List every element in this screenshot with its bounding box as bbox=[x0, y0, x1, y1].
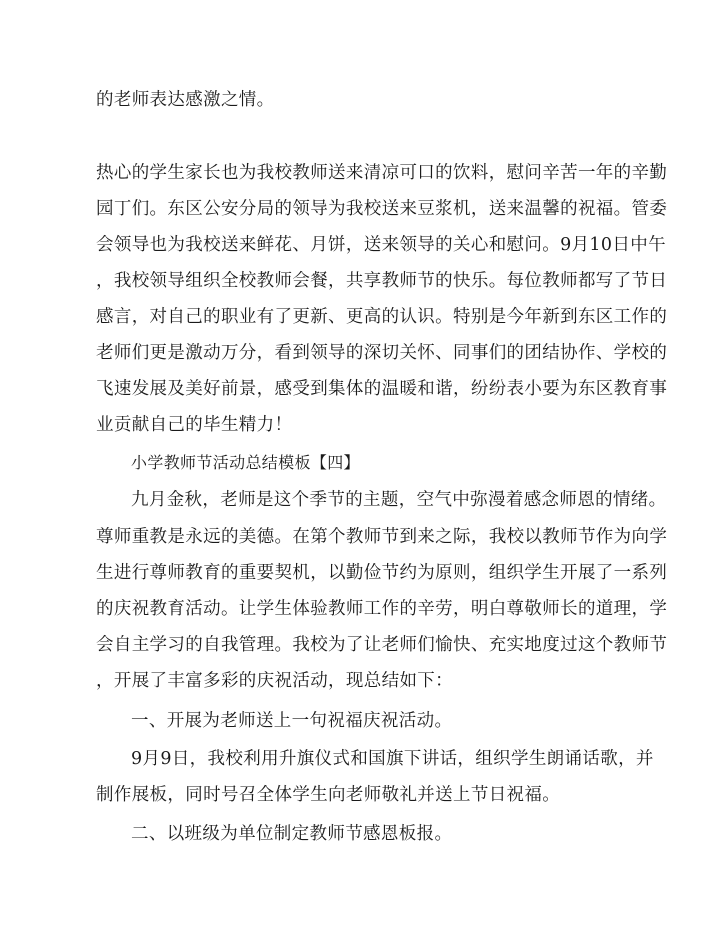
text-line: 生进行尊师教育的重要契机，以勤俭节约为原则，组织学生开展了一系列 bbox=[96, 563, 668, 583]
text-line: 感言，对自己的职业有了更新、更高的认识。特别是今年新到东区工作的 bbox=[96, 307, 668, 327]
text-line: 业贡献自己的毕生精力！ bbox=[96, 415, 293, 435]
text-line: 的老师表达感激之情。 bbox=[96, 90, 275, 110]
text-line: 9月9日，我校利用升旗仪式和国旗下讲话，组织学生朗诵话歌，并 bbox=[131, 749, 654, 769]
text-line: 热心的学生家长也为我校教师送来清凉可口的饮料，慰问辛苦一年的辛勤 bbox=[96, 163, 668, 183]
text-line: ，我校领导组织全校教师会餐，共享教师节的快乐。每位教师都写了节日 bbox=[96, 271, 668, 291]
text-line: 飞速发展及美好前景，感受到集体的温暖和谐，纷纷表小要为东区教育事 bbox=[96, 379, 668, 399]
list-item-heading: 二、以班级为单位制定教师节感恩板报。 bbox=[131, 824, 453, 844]
text-line: 老师们更是激动万分，看到领导的深切关怀、同事们的团结协作、学校的 bbox=[96, 343, 668, 363]
text-line: 尊师重教是永远的美德。在第个教师节到来之际，我校以教师节作为向学 bbox=[96, 527, 668, 547]
section-heading: 小学教师节活动总结模板【四】 bbox=[131, 453, 360, 472]
list-item-heading: 一、开展为老师送上一句祝福庆祝活动。 bbox=[131, 711, 453, 731]
text-line: 会领导也为我校送来鲜花、月饼，送来领导的关心和慰问。9月10日中午 bbox=[96, 235, 666, 255]
text-line: 制作展板，同时号召全体学生向老师敬礼并送上节日祝福。 bbox=[96, 785, 561, 805]
text-line: 园丁们。东区公安分局的领导为我校送来豆浆机，送来温馨的祝福。管委 bbox=[96, 199, 668, 219]
text-line: ，开展了丰富多彩的庆祝活动，现总结如下： bbox=[96, 671, 453, 691]
text-line: 九月金秋，老师是这个季节的主题，空气中弥漫着感念师恩的情绪。 bbox=[131, 490, 667, 510]
text-line: 的庆祝教育活动。让学生体验教师工作的辛劳，明白尊敬师长的道理，学 bbox=[96, 599, 668, 619]
text-line: 会自主学习的自我管理。我校为了让老师们愉快、充实地度过这个教师节 bbox=[96, 635, 668, 655]
